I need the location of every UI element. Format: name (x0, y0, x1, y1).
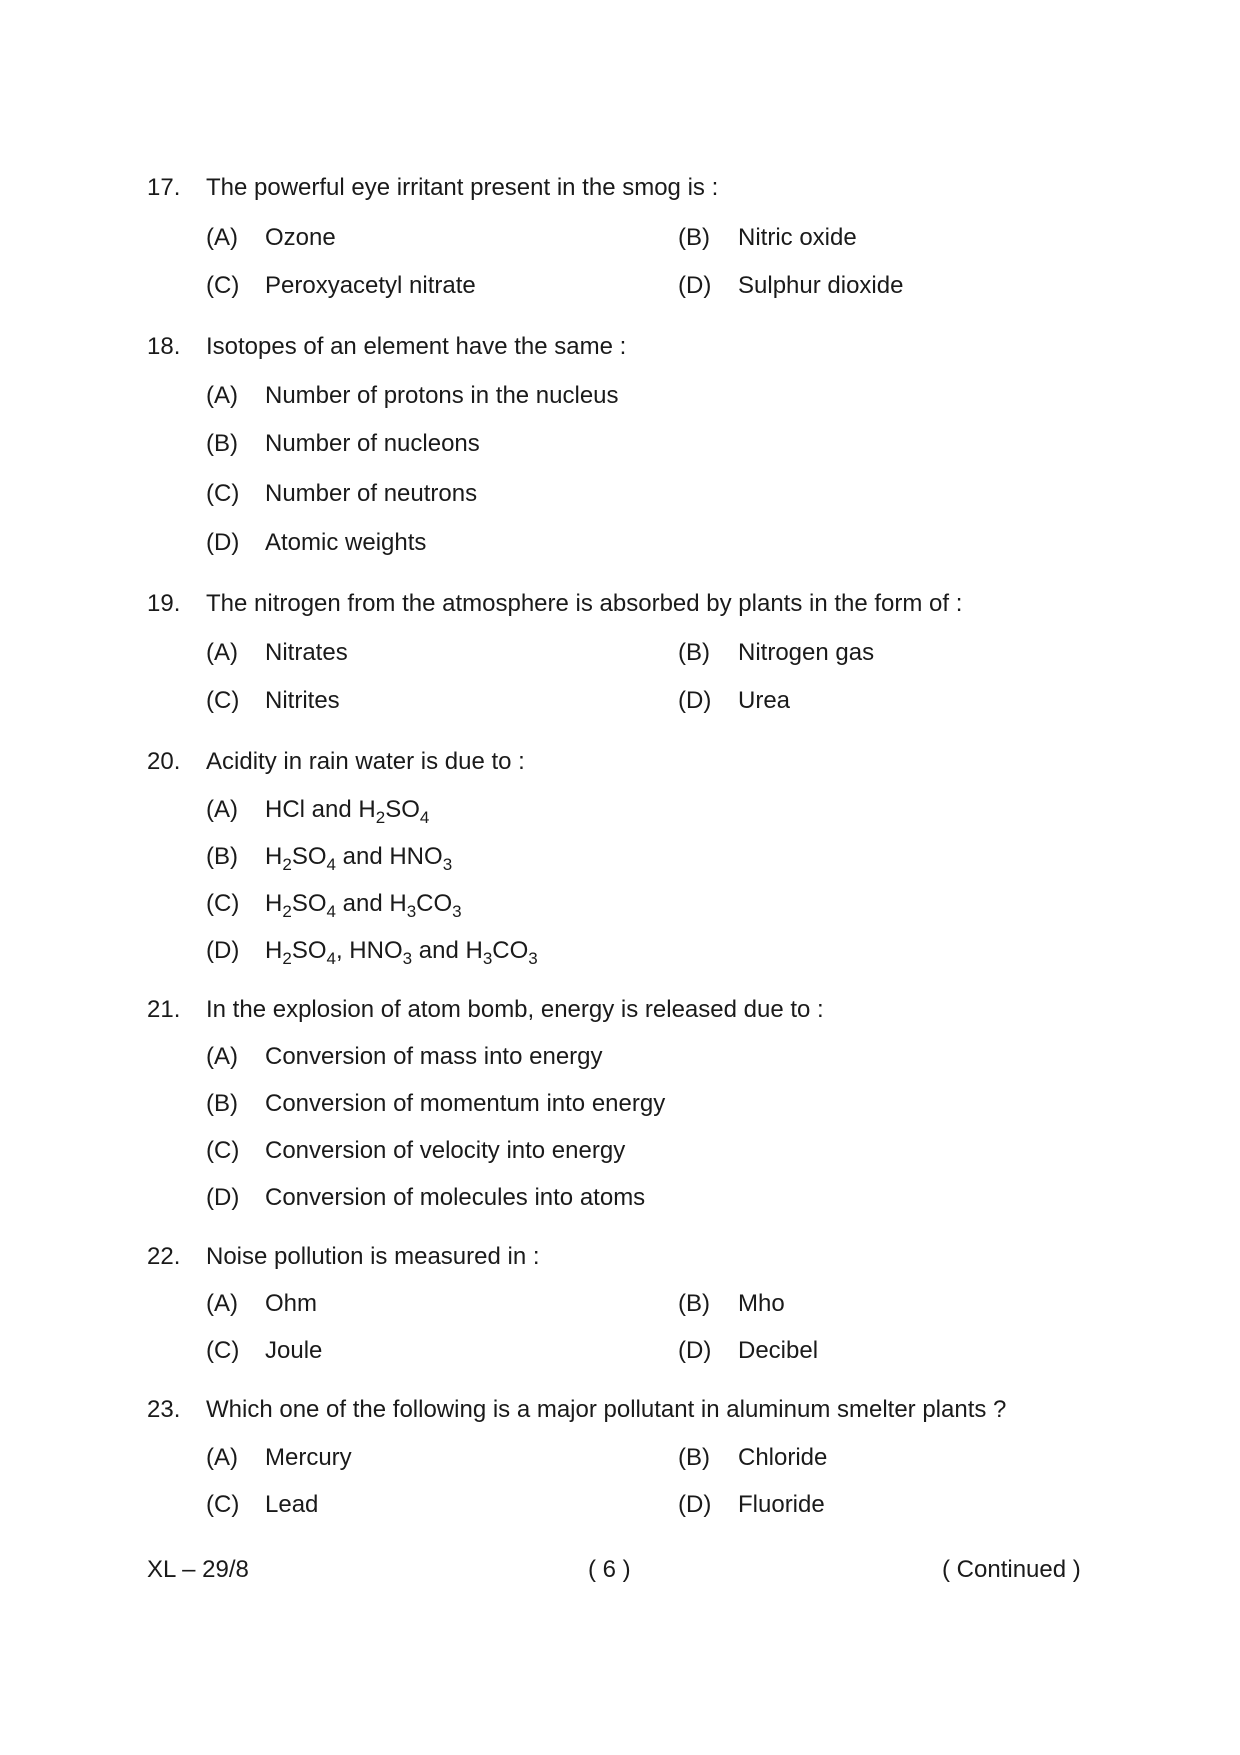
option-b (0, 1284, 1240, 1324)
option-text: Decibel (738, 1337, 819, 1364)
option-b (0, 424, 1240, 464)
option-label: (B) (206, 430, 238, 457)
option-text: Conversion of mass into energy (265, 1043, 603, 1070)
option-text: Number of neutrons (265, 480, 478, 507)
option-text: Conversion of momentum into energy (265, 1090, 666, 1117)
question-number: 23. (147, 1396, 181, 1423)
question-20 (0, 742, 1240, 782)
option-label: (B) (206, 1090, 238, 1117)
option-label: (A) (206, 639, 238, 666)
option-label: (C) (206, 1337, 240, 1364)
option-label: (C) (206, 1137, 240, 1164)
option-label: (D) (206, 1184, 240, 1211)
page-number: ( 6 ) (588, 1556, 631, 1583)
formula-subscript: 4 (419, 808, 430, 827)
option-label: (C) (206, 1491, 240, 1518)
option-text: Mercury (265, 1444, 352, 1471)
question-19 (0, 584, 1240, 624)
formula-subscript: 2 (375, 808, 386, 827)
question-text: Noise pollution is measured in : (206, 1243, 540, 1270)
formula-subscript: 3 (406, 902, 417, 921)
option-label: (B) (678, 639, 710, 666)
option-text: Number of protons in the nucleus (265, 382, 619, 409)
option-b (0, 1438, 1240, 1478)
question-21 (0, 990, 1240, 1030)
option-text: Mho (738, 1290, 785, 1317)
option-row (0, 1438, 1240, 1478)
question-text: Isotopes of an element have the same : (206, 333, 627, 360)
formula-subscript: 4 (326, 902, 336, 921)
option-label: (D) (678, 1337, 712, 1364)
option-d (0, 1331, 1240, 1371)
option-text: Sulphur dioxide (738, 272, 904, 299)
option-text: Ohm (265, 1290, 318, 1317)
option-c (0, 474, 1240, 514)
option-formula: $H_2SO_4$ and $HNO_3$ (265, 843, 453, 874)
question-number: 22. (147, 1243, 181, 1270)
formula-subscript: 4 (326, 855, 336, 874)
option-label: (D) (206, 529, 240, 556)
option-label: (A) (206, 796, 238, 823)
option-label: (A) (206, 224, 238, 251)
option-label: (C) (206, 480, 240, 507)
question-18 (0, 327, 1240, 367)
option-c (0, 884, 1240, 924)
formula-subscript: 3 (452, 902, 462, 921)
option-label: (D) (678, 687, 712, 714)
option-label: (C) (206, 890, 240, 917)
formula-subscript: 3 (402, 949, 413, 968)
question-17 (0, 168, 1240, 208)
option-label: (A) (206, 382, 238, 409)
question-number: 21. (147, 996, 181, 1023)
option-d (0, 266, 1240, 306)
option-label: (B) (206, 843, 238, 870)
option-a (0, 376, 1240, 416)
option-label: (D) (678, 1491, 712, 1518)
formula-subscript: 3 (528, 949, 538, 968)
option-c (0, 1131, 1240, 1171)
option-label: (B) (678, 224, 710, 251)
option-label: (A) (206, 1043, 238, 1070)
option-text: Nitrogen gas (738, 639, 875, 666)
option-label: (C) (206, 687, 240, 714)
option-text: Lead (265, 1491, 319, 1518)
option-text: Nitrates (265, 639, 348, 666)
option-row (0, 218, 1240, 258)
option-text: Joule (265, 1337, 323, 1364)
question-22 (0, 1237, 1240, 1277)
option-text: Number of nucleons (265, 430, 480, 457)
option-text: Atomic weights (265, 529, 427, 556)
formula-subscript: 2 (282, 855, 292, 874)
option-a (0, 790, 1240, 830)
option-text: Conversion of velocity into energy (265, 1137, 626, 1164)
question-number: 20. (147, 748, 181, 775)
continued-label: ( Continued ) (942, 1556, 1081, 1583)
option-text: Nitrites (265, 687, 340, 714)
option-text: Ozone (265, 224, 336, 251)
option-text: Nitric oxide (738, 224, 857, 251)
option-b (0, 633, 1240, 673)
paper-code: XL – 29/8 (147, 1556, 249, 1583)
option-formula: $H_2SO_4$ and $H_3CO_3$ (265, 890, 462, 921)
option-b (0, 218, 1240, 258)
option-d (0, 523, 1240, 563)
option-d (0, 931, 1240, 971)
formula-subscript: 4 (326, 949, 336, 968)
option-d (0, 681, 1240, 721)
question-23 (0, 1390, 1240, 1430)
option-label: (B) (678, 1444, 710, 1471)
option-label: (A) (206, 1290, 238, 1317)
option-label: (A) (206, 1444, 238, 1471)
option-row (0, 1284, 1240, 1324)
formula-subscript: 2 (282, 949, 292, 968)
option-row (0, 1485, 1240, 1525)
formula-subscript: 3 (442, 855, 453, 874)
option-text: Fluoride (738, 1491, 825, 1518)
question-number: 19. (147, 590, 181, 617)
option-d (0, 1178, 1240, 1218)
option-b (0, 837, 1240, 877)
question-text: In the explosion of atom bomb, energy is released due to : (206, 996, 824, 1023)
option-label: (C) (206, 272, 240, 299)
question-number: 17. (147, 174, 181, 201)
formula-subscript: 3 (482, 949, 493, 968)
option-a (0, 1037, 1240, 1077)
option-text: Urea (738, 687, 791, 714)
page-footer (0, 1550, 1240, 1590)
option-label: (D) (678, 272, 712, 299)
option-label: (D) (206, 937, 240, 964)
option-text: Peroxyacetyl nitrate (265, 272, 476, 299)
option-d (0, 1485, 1240, 1525)
question-text: Which one of the following is a major pollutant in aluminum smelter plants ? (206, 1396, 1007, 1423)
formula-subscript: 2 (282, 902, 292, 921)
question-text: The nitrogen from the atmosphere is absorbed by plants in the form of : (206, 590, 963, 617)
option-row (0, 633, 1240, 673)
question-number: 18. (147, 333, 181, 360)
option-formula: $H_2SO_4$, $HNO_3$ and $H_3CO_3$ (265, 937, 538, 968)
question-text: Acidity in rain water is due to : (206, 748, 525, 775)
option-text: Chloride (738, 1444, 828, 1471)
question-text: The powerful eye irritant present in the smog is : (206, 174, 719, 201)
option-formula: HCl and $H_2SO_4$ (265, 796, 430, 827)
option-row (0, 681, 1240, 721)
option-label: (B) (678, 1290, 710, 1317)
option-row (0, 1331, 1240, 1371)
option-b (0, 1084, 1240, 1124)
option-text: Conversion of molecules into atoms (265, 1184, 646, 1211)
option-row (0, 266, 1240, 306)
